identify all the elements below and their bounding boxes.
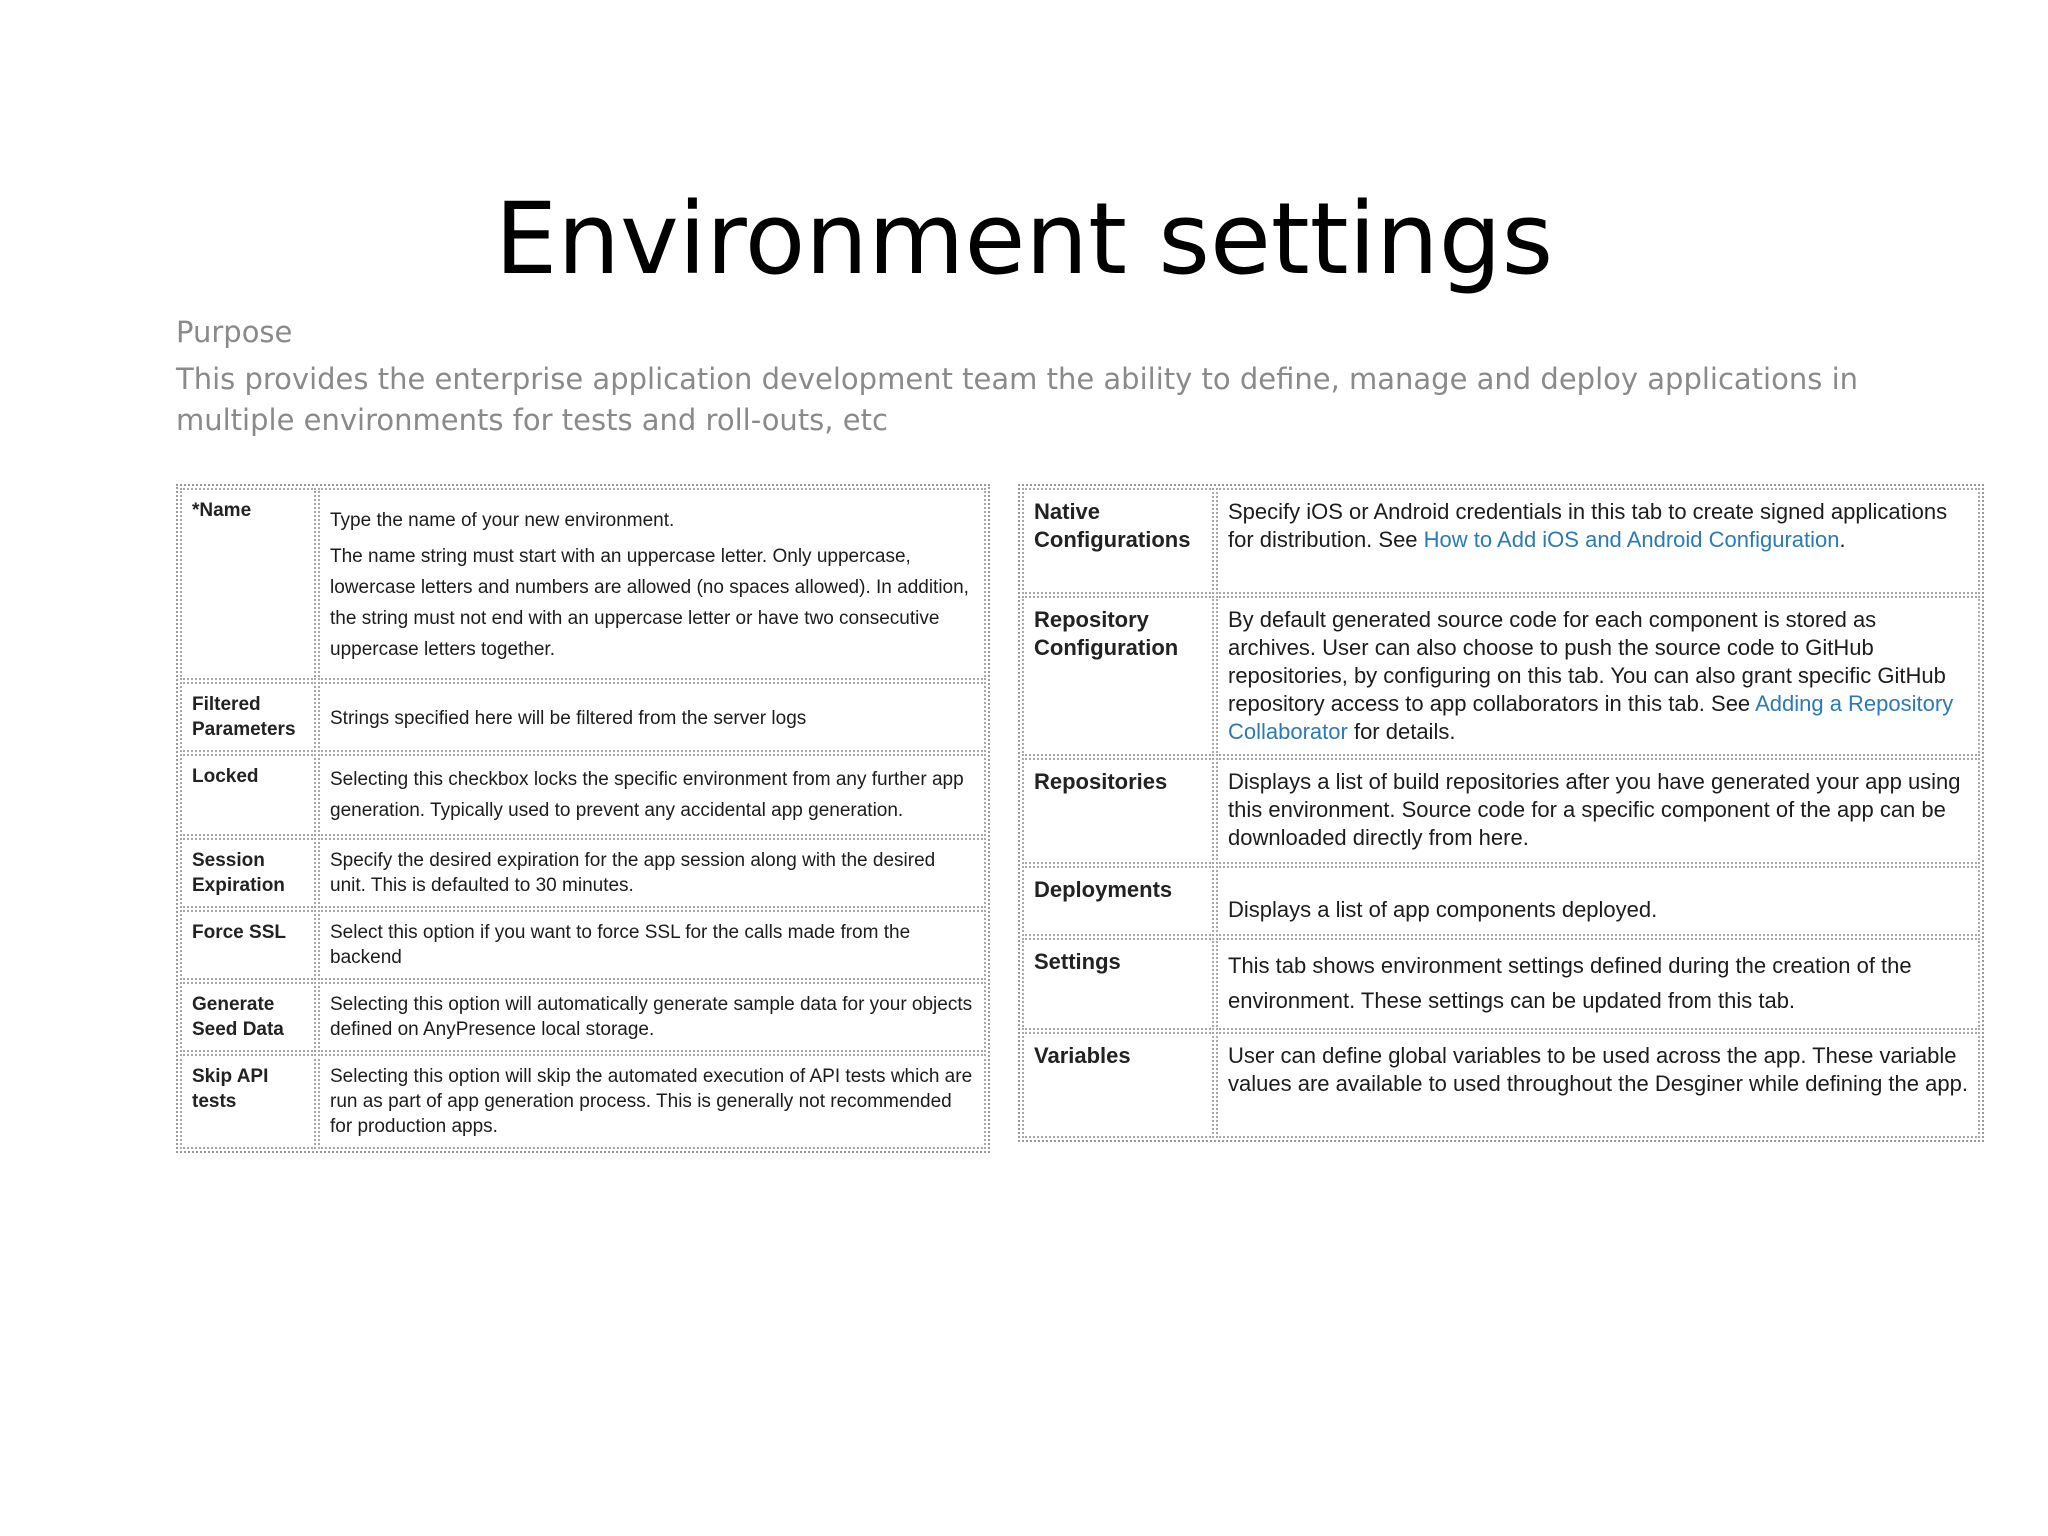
row-label: Repositories — [1022, 758, 1214, 864]
row-label: Generate Seed Data — [180, 982, 316, 1052]
purpose-text: This provides the enterprise application development team the ability to define, manage and deploy applications in multiple environments for tests and roll-outs, etc — [176, 362, 1858, 437]
row-label: Settings — [1022, 938, 1214, 1030]
row-label: Filtered Parameters — [180, 682, 316, 752]
row-description — [318, 488, 986, 680]
row-description: Specify the desired expiration for the app session along with the desired unit. This is defaulted to 30 minutes. — [318, 838, 986, 908]
row-description: Select this option if you want to force SSL for the calls made from the backend — [318, 910, 986, 980]
table-row — [1022, 866, 1980, 936]
row-description: User can define global variables to be used across the app. These variable values are available to used throughout the Desginer while defining the app. — [1216, 1032, 1980, 1138]
table-row — [180, 682, 986, 752]
row-description-text: for details. — [1347, 719, 1456, 744]
row-label: Skip API tests — [180, 1054, 316, 1149]
table-row — [180, 838, 986, 908]
row-label: Deployments — [1022, 866, 1214, 936]
row-label: Locked — [180, 754, 316, 836]
row-label: Session Expiration — [180, 838, 316, 908]
slide-title: Environment settings — [494, 182, 1554, 297]
row-description: Selecting this option will automatically generate sample data for your objects defined on AnyPresence local storage. — [318, 982, 986, 1052]
table-row — [180, 910, 986, 980]
purpose-heading: Purpose — [176, 315, 293, 349]
row-description: Displays a list of build repositories after you have generated your app using this environment. Source code for a specific component of the app can be downloaded directly from here. — [1216, 758, 1980, 864]
row-description: Strings specified here will be filtered from the server logs — [318, 682, 986, 752]
row-label: Force SSL — [180, 910, 316, 980]
row-label: Repository Configuration — [1022, 596, 1214, 756]
row-description: Displays a list of app components deployed. — [1216, 866, 1980, 936]
row-description: Selecting this option will skip the automated execution of API tests which are run as part of app generation process. This is generally not recommended for production apps. — [318, 1054, 986, 1149]
row-description: Selecting this checkbox locks the specific environment from any further app generation. Typically used to prevent any accidental app generation. — [318, 754, 986, 836]
row-description-line: Type the name of your new environment. — [330, 510, 675, 531]
row-description: This tab shows environment settings defined during the creation of the environment. These settings can be updated from this tab. — [1216, 938, 1980, 1030]
table-row — [1022, 758, 1980, 864]
environment-tabs-table — [1018, 484, 1984, 1142]
row-description-line: The name string must start with an uppercase letter. Only uppercase, lowercase letters and numbers are allowed (no spaces allowed). In addition, the string must not end with an uppercase letter or have two consecutive uppercase letters together. — [330, 546, 969, 660]
table-row — [180, 488, 986, 680]
table-row — [1022, 488, 1980, 594]
configuration-help-link[interactable]: How to Add iOS and Android Configuration — [1423, 527, 1840, 552]
purpose-section — [176, 312, 1936, 441]
environment-options-table — [176, 484, 990, 1153]
row-description-text: By default generated source code for each component is stored as archives. User can also choose to push the source code to GitHub repositories, by configuring on this tab. You can also grant specific GitHub repository access to app collaborators in this tab. See — [1228, 607, 1946, 716]
row-label: *Name — [180, 488, 316, 680]
table-row — [1022, 596, 1980, 756]
row-description — [1216, 596, 1980, 756]
row-label: Variables — [1022, 1032, 1214, 1138]
table-row — [1022, 938, 1980, 1030]
table-row — [180, 982, 986, 1052]
table-row — [1022, 1032, 1980, 1138]
repository-collaborator-link[interactable]: Adding a Repository Collaborator — [1228, 691, 1954, 744]
row-description — [1216, 488, 1980, 594]
row-label: Native Configurations — [1022, 488, 1214, 594]
table-row — [180, 1054, 986, 1149]
row-description-text: Specify iOS or Android credentials in this tab to create signed applications for distribution. See — [1228, 499, 1948, 552]
table-row — [180, 754, 986, 836]
row-description-text: . — [1839, 527, 1846, 552]
